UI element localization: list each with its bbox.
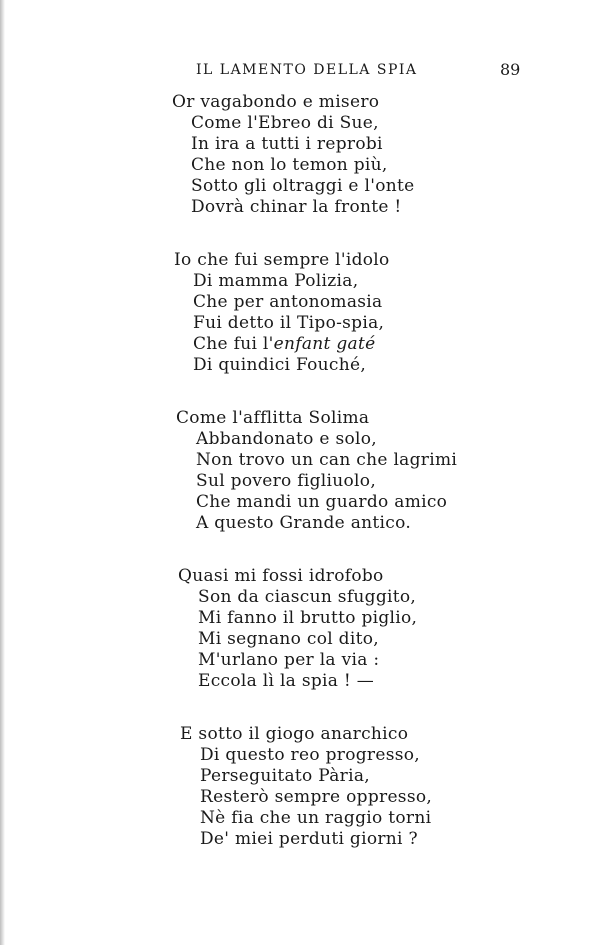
verse-line: Fui detto il Tipo-spia, <box>193 313 385 333</box>
verse-line: Resterò sempre oppresso, <box>200 787 433 807</box>
verse-line: Abbandonato e solo, <box>196 429 377 449</box>
verse-line: M'urlano per la via : <box>198 650 380 670</box>
verse-line: Che non lo temon più, <box>191 155 388 175</box>
italic-phrase: enfant gaté <box>273 334 376 354</box>
verse-line: E sotto il giogo anarchico <box>180 724 409 744</box>
verse-line: Mi segnano col dito, <box>198 629 379 649</box>
verse-line: A questo Grande antico. <box>196 513 412 533</box>
verse-line: Che mandi un guardo amico <box>196 492 448 512</box>
verse-line: Mi fanno il brutto piglio, <box>198 608 418 628</box>
verse-line: Dovrà chinar la fronte ! <box>191 197 402 217</box>
verse-line: Di quindici Fouché, <box>193 355 367 375</box>
verse-text: Che fui l' <box>193 334 274 354</box>
verse-line: Di questo reo progresso, <box>200 745 420 765</box>
verse-line: Perseguitato Pària, <box>200 766 370 786</box>
verse-line: Nè fia che un raggio torni <box>200 808 432 828</box>
verse-line: De' miei perduti giorni ? <box>200 829 418 849</box>
verse-line: Come l'Ebreo di Sue, <box>191 113 379 133</box>
verse-line: In ira a tutti i reprobi <box>191 134 383 154</box>
verse-line: Sul povero figliuolo, <box>196 471 377 491</box>
verse-line: Come l'afflitta Solima <box>176 408 370 428</box>
verse-line: Eccola lì la spia ! — <box>198 671 375 691</box>
verse-line: Di mamma Polizia, <box>193 271 359 291</box>
verse-line: Or vagabondo e misero <box>172 92 380 112</box>
verse-line: Son da ciascun sfuggito, <box>198 587 417 607</box>
page-number: 89 <box>500 60 521 79</box>
verse-line: Sotto gli oltraggi e l'onte <box>191 176 415 196</box>
verse-line: Quasi mi fossi idrofobo <box>178 566 384 586</box>
verse-line <box>193 334 375 354</box>
running-title: IL LAMENTO DELLA SPIA <box>196 62 418 78</box>
page-binding-edge <box>0 0 5 945</box>
verse-line: Che per antonomasia <box>193 292 383 312</box>
verse-line: Io che fui sempre l'idolo <box>174 250 390 270</box>
verse-line: Non trovo un can che lagrimi <box>196 450 458 470</box>
